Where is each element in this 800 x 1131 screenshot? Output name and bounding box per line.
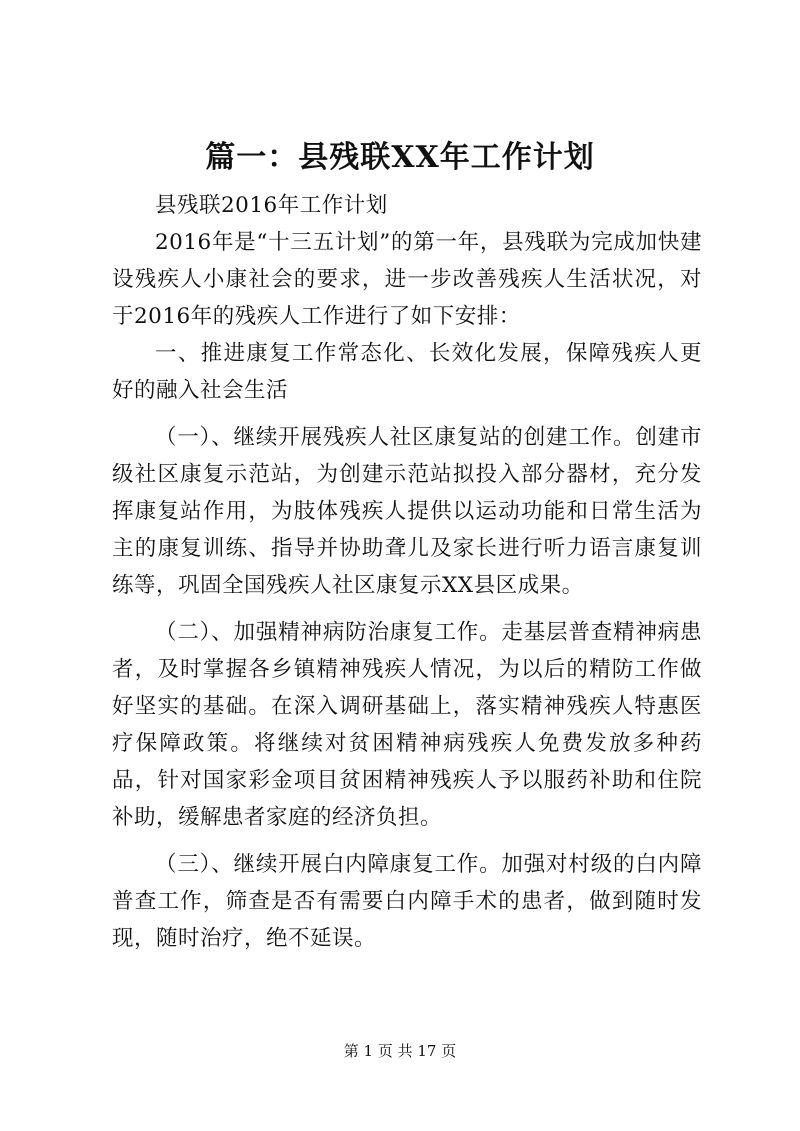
paragraph-intro: 2016年是“十三五计划”的第一年，县残联为完成加快建设残疾人小康社会的要求，进一步改善残疾人生活状况，对于2016年的残疾人工作进行了如下安排： [112,230,702,329]
document-subtitle: 县残联2016年工作计划 [155,193,388,218]
paragraph-item-3: （三）、继续开展白内障康复工作。加强对村级的白内障普查工作，筛查是否有需要白内障手术的患者，做到随时发现，随时治疗，绝不延误。 [112,852,702,951]
section-heading-1: 一、推进康复工作常态化、长效化发展，保障残疾人更好的融入社会生活 [112,341,702,403]
page-title: 篇一：县残联XX年工作计划 [205,140,595,175]
paragraph-item-2: （二）、加强精神病防治康复工作。走基层普查精神病患者，及时掌握各乡镇精神残疾人情况，为以后的精防工作做好坚实的基础。在深入调研基础上，落实精神残疾人特惠医疗保障政策。将继续对贫困精神病残疾人免费发放多种药品，针对国家彩金项目贫困精神残疾人予以服药补助和住院补助，缓解患者家庭的经济负担。 [112,620,702,830]
page-footer: 第 1 页 共 17 页 [343,1042,457,1060]
document-body [112,187,702,957]
paragraph-item-1: （一）、继续开展残疾人社区康复站的创建工作。创建市级社区康复示范站，为创建示范站拟投入部分器材，充分发挥康复站作用，为肢体残疾人提供以运动功能和日常生活为主的康复训练、指导并协助聋儿及家长进行听力语言康复训练等，巩固全国残疾人社区康复示XX县区成果。 [112,425,702,598]
